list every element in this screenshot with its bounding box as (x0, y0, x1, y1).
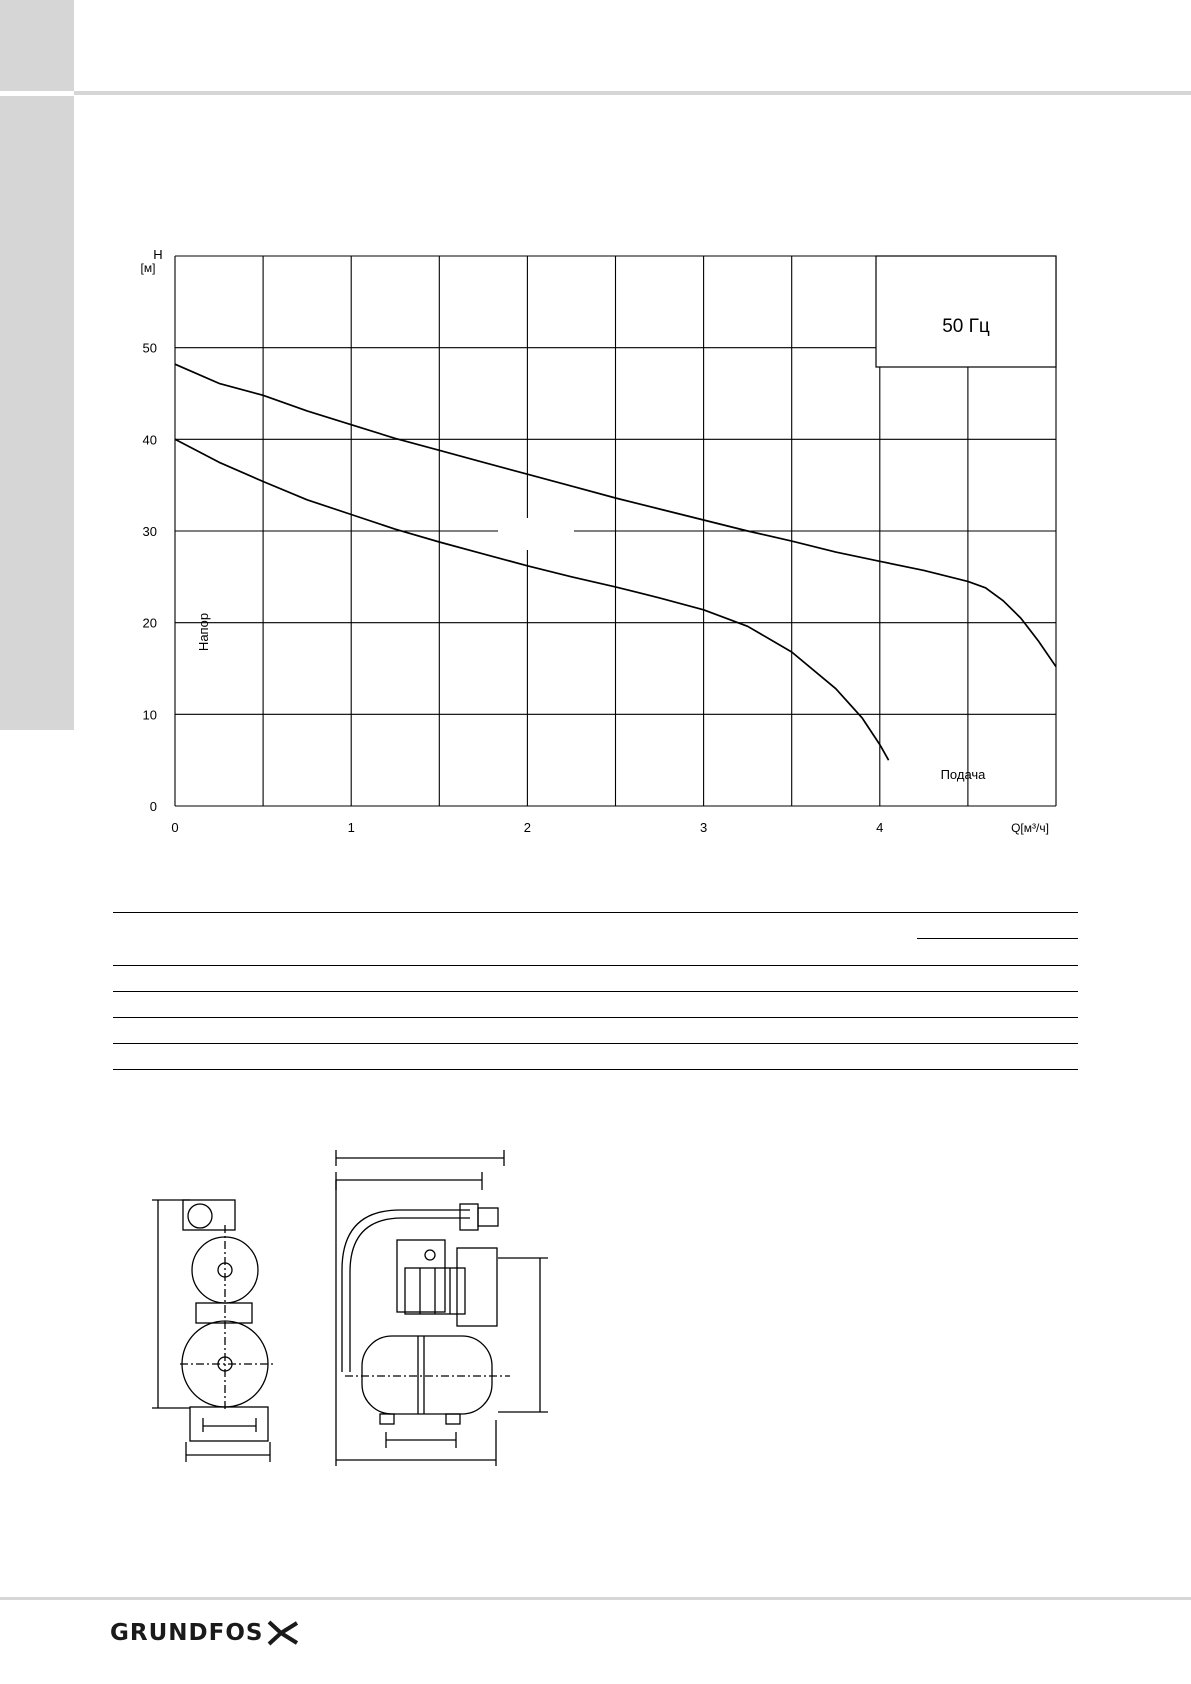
table-rule (113, 965, 1078, 966)
y-tick-label: 10 (142, 707, 157, 723)
table-rule (113, 991, 1078, 992)
table-rule (113, 1043, 1078, 1044)
legend-box (876, 256, 1056, 367)
side-view (336, 1150, 548, 1466)
y-tick-label: 40 (142, 432, 157, 448)
grundfos-logo (110, 1620, 299, 1646)
y-tick-label: 30 (142, 524, 157, 539)
dimension-drawing (140, 1150, 560, 1470)
table-rule (113, 1069, 1078, 1070)
table-subheader-rule (917, 938, 1078, 939)
x-axis-name: Подача (940, 767, 986, 782)
footer-rule (0, 1597, 1191, 1600)
y-axis-unit: [м] (140, 261, 156, 275)
y-tick-label: 50 (142, 340, 157, 356)
y-axis-name: Напор (196, 612, 211, 652)
table-rule (113, 912, 1078, 913)
axis-ticks (143, 341, 884, 835)
x-tick-label: 3 (699, 820, 708, 835)
x-tick-label: 1 (347, 820, 355, 835)
x-tick-label: 4 (876, 820, 884, 835)
y-tick-label: 0 (149, 799, 157, 814)
label-mask (498, 518, 574, 550)
curve-2 (175, 439, 889, 760)
legend-label: 50 Гц (942, 316, 990, 337)
logo-text: GRUNDFOS (110, 1620, 264, 1646)
y-tick-label: 20 (142, 615, 157, 631)
front-view (152, 1200, 275, 1462)
x-axis-unit: Q[м³/ч] (1011, 821, 1049, 835)
grundfos-x-icon (267, 1620, 299, 1646)
x-tick-label: 2 (523, 820, 532, 835)
y-axis-symbol: H (153, 247, 163, 262)
x-tick-label: 0 (171, 820, 179, 835)
table-rule (113, 1017, 1078, 1018)
